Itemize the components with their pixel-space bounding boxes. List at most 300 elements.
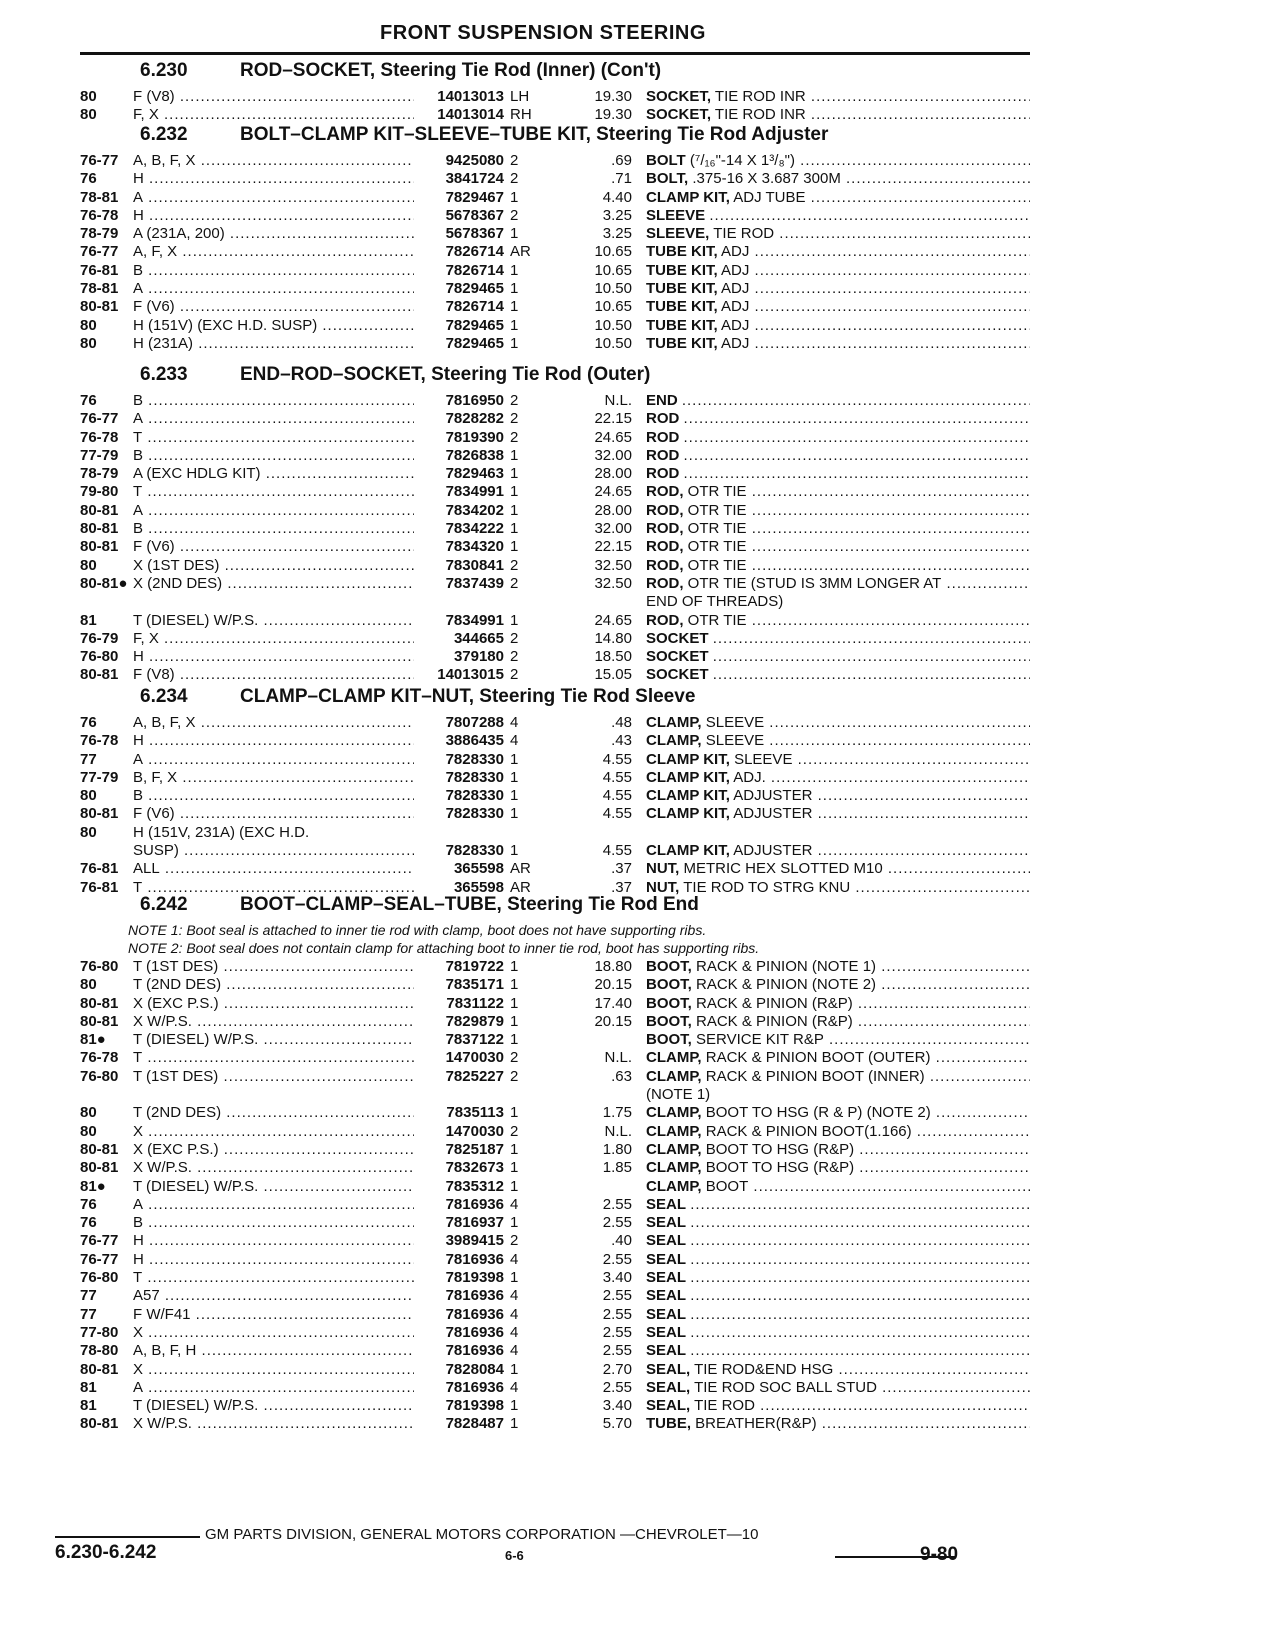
price: 24.65 bbox=[594, 483, 632, 501]
parts-row bbox=[80, 630, 1030, 648]
section-title bbox=[80, 122, 1030, 152]
application: F, X ..... bbox=[133, 630, 471, 648]
part-number: 7834991 bbox=[414, 612, 504, 630]
description bbox=[646, 575, 1030, 593]
quantity: 1 bbox=[510, 446, 519, 464]
price: .71 bbox=[611, 170, 632, 188]
description-noun: CLAMP, bbox=[646, 1122, 702, 1140]
application: X W/P.S. ..... bbox=[133, 1159, 471, 1177]
price: .43 bbox=[611, 732, 632, 750]
parts-row bbox=[80, 1232, 1030, 1250]
price: 10.65 bbox=[594, 261, 632, 279]
application: SUSP) ..... bbox=[133, 842, 471, 860]
description bbox=[646, 958, 1030, 976]
price: 32.50 bbox=[594, 574, 632, 592]
description-noun: CLAMP KIT, bbox=[646, 805, 730, 823]
quantity: 1 bbox=[510, 188, 519, 206]
application: H ..... bbox=[133, 1232, 471, 1250]
description bbox=[646, 189, 1030, 207]
price: 18.80 bbox=[594, 958, 632, 975]
application: T ..... bbox=[133, 1269, 471, 1287]
quantity: 2 bbox=[510, 1067, 519, 1085]
year-range: 76-78 bbox=[80, 1049, 119, 1067]
description-noun: CLAMP KIT, bbox=[646, 750, 730, 768]
price: 24.65 bbox=[594, 611, 632, 629]
price: .40 bbox=[611, 1232, 632, 1250]
description-noun: SEAL bbox=[646, 1323, 687, 1341]
quantity: 1 bbox=[510, 842, 519, 860]
part-number: 7828330 bbox=[414, 842, 504, 860]
parts-row bbox=[80, 1379, 1030, 1397]
description-detail: RACK & PINION BOOT(1.166) bbox=[705, 1122, 912, 1140]
parts-row bbox=[80, 298, 1030, 316]
price: 2.70 bbox=[602, 1360, 632, 1378]
part-number: 7816936 bbox=[414, 1324, 504, 1342]
application: H ..... bbox=[133, 648, 471, 666]
parts-row bbox=[80, 447, 1030, 465]
footer-section-range: 6.230-6.242 bbox=[55, 1542, 157, 1563]
year-range: 80 bbox=[80, 334, 97, 352]
quantity: 1 bbox=[510, 483, 519, 501]
parts-row bbox=[80, 732, 1030, 750]
quantity: 2 bbox=[510, 648, 519, 666]
year-range: 76-77 bbox=[80, 410, 119, 428]
price: 28.00 bbox=[594, 465, 632, 483]
year-range: 76-80 bbox=[80, 958, 119, 975]
description bbox=[646, 1342, 1030, 1360]
parts-row bbox=[80, 1159, 1030, 1177]
quantity: 1 bbox=[510, 994, 519, 1012]
description bbox=[646, 976, 1030, 994]
price: 28.00 bbox=[594, 501, 632, 519]
part-number: 7819390 bbox=[414, 429, 504, 447]
description-detail: ADJUSTER bbox=[733, 842, 813, 860]
description bbox=[646, 1086, 1030, 1104]
part-number: 7816936 bbox=[414, 1379, 504, 1397]
application: B ..... bbox=[133, 787, 471, 805]
part-number: 7829465 bbox=[414, 317, 504, 335]
description-detail: ADJ bbox=[721, 280, 750, 298]
parts-row bbox=[80, 593, 1030, 611]
parts-row bbox=[80, 465, 1030, 483]
part-number: 7828330 bbox=[414, 787, 504, 805]
catalog-section bbox=[80, 892, 1030, 1434]
price: 10.50 bbox=[594, 316, 632, 334]
part-number: 7835113 bbox=[414, 1104, 504, 1122]
year-range: 80 bbox=[80, 1104, 97, 1122]
parts-row bbox=[80, 575, 1030, 593]
section-note: NOTE 2: Boot seal does not contain clamp for attaching boot to inner tie rod, boot has supporting ribs. bbox=[128, 940, 760, 956]
year-range: 80-81 bbox=[80, 538, 119, 556]
description-detail: ADJ bbox=[721, 316, 750, 334]
part-number: 7829465 bbox=[414, 335, 504, 353]
quantity: 1 bbox=[510, 334, 519, 352]
description-detail: (NOTE 1) bbox=[646, 1086, 711, 1104]
parts-row bbox=[80, 1342, 1030, 1360]
price: 10.65 bbox=[594, 243, 632, 261]
application: A (EXC HDLG KIT) ..... bbox=[133, 465, 471, 483]
section-name: BOOT–CLAMP–SEAL–TUBE, Steering Tie Rod End bbox=[240, 894, 699, 915]
description bbox=[646, 1104, 1030, 1122]
part-number: 7807288 bbox=[414, 714, 504, 732]
price: .37 bbox=[611, 860, 632, 878]
year-range: 80 bbox=[80, 106, 97, 124]
parts-row bbox=[80, 429, 1030, 447]
quantity: 4 bbox=[510, 1378, 519, 1396]
quantity: 2 bbox=[510, 428, 519, 446]
application: A, B, F, X ..... bbox=[133, 152, 471, 170]
quantity: 1 bbox=[510, 1397, 519, 1415]
part-number: 7819398 bbox=[414, 1269, 504, 1287]
application: T (2ND DES) ..... bbox=[133, 976, 471, 994]
quantity: 1 bbox=[510, 1360, 519, 1378]
quantity: AR bbox=[510, 878, 531, 896]
description-noun: TUBE KIT, bbox=[646, 316, 718, 334]
part-number: 365598 bbox=[414, 879, 504, 897]
description bbox=[646, 520, 1030, 538]
year-range: 80 bbox=[80, 1122, 97, 1140]
part-number: 7831122 bbox=[414, 995, 504, 1013]
section-title bbox=[80, 684, 1030, 714]
description-noun: SLEEVE bbox=[646, 206, 706, 224]
quantity: 1 bbox=[510, 465, 519, 483]
description bbox=[646, 410, 1030, 428]
quantity: AR bbox=[510, 860, 531, 878]
quantity: 1 bbox=[510, 538, 519, 556]
description bbox=[646, 1361, 1030, 1379]
description-noun: SOCKET bbox=[646, 648, 709, 666]
description-noun: NUT, bbox=[646, 860, 680, 878]
application: A ..... bbox=[133, 189, 471, 207]
application: A (231A, 200) ..... bbox=[133, 225, 471, 243]
parts-row bbox=[80, 860, 1030, 878]
description-noun: SEAL bbox=[646, 1250, 687, 1268]
price: 2.55 bbox=[602, 1305, 632, 1323]
catalog-section bbox=[80, 684, 1030, 897]
year-range: 76 bbox=[80, 392, 97, 409]
description-noun: SEAL, bbox=[646, 1360, 691, 1378]
description bbox=[646, 630, 1030, 648]
application: T ..... bbox=[133, 483, 471, 501]
part-number: 7825227 bbox=[414, 1068, 504, 1086]
part-number: 7825187 bbox=[414, 1141, 504, 1159]
application: X (EXC P.S.) ..... bbox=[133, 995, 471, 1013]
part-number: 14013013 bbox=[414, 88, 504, 106]
description-noun: SEAL bbox=[646, 1214, 687, 1232]
quantity: 1 bbox=[510, 261, 519, 279]
price: 2.55 bbox=[602, 1287, 632, 1305]
parts-row bbox=[80, 557, 1030, 575]
description-noun: SOCKET, bbox=[646, 88, 712, 105]
quantity: 2 bbox=[510, 556, 519, 574]
part-number: 7837439 bbox=[414, 575, 504, 593]
description-noun: ROD, bbox=[646, 574, 684, 592]
year-range: 80 bbox=[80, 787, 97, 805]
description bbox=[646, 502, 1030, 520]
part-number: 344665 bbox=[414, 630, 504, 648]
year-range: 81 bbox=[80, 1378, 97, 1396]
catalog-section bbox=[80, 362, 1030, 685]
year-range: 76 bbox=[80, 1195, 97, 1213]
part-number: 7819398 bbox=[414, 1397, 504, 1415]
description-detail: OTR TIE bbox=[687, 501, 747, 519]
application: X W/P.S. ..... bbox=[133, 1415, 471, 1433]
section-title bbox=[80, 892, 1030, 922]
part-number: 7835171 bbox=[414, 976, 504, 994]
part-number: 7816936 bbox=[414, 1287, 504, 1305]
application: F, X ..... bbox=[133, 106, 471, 124]
application: X (EXC P.S.) ..... bbox=[133, 1141, 471, 1159]
year-range: 76-78 bbox=[80, 732, 119, 750]
description-noun: SEAL bbox=[646, 1195, 687, 1213]
application: T ..... bbox=[133, 429, 471, 447]
description bbox=[646, 1232, 1030, 1250]
application: A, B, F, X ..... bbox=[133, 714, 471, 732]
description-noun: CLAMP KIT, bbox=[646, 787, 730, 805]
price: 3.25 bbox=[602, 225, 632, 243]
description bbox=[646, 298, 1030, 316]
part-number: 7828330 bbox=[414, 751, 504, 769]
year-range: 80-81 bbox=[80, 298, 119, 316]
parts-row bbox=[80, 538, 1030, 556]
quantity: 4 bbox=[510, 1250, 519, 1268]
year-range: 80-81 bbox=[80, 994, 119, 1012]
year-range: 76 bbox=[80, 1214, 97, 1232]
description-detail: .375-16 X 3.687 300M bbox=[692, 170, 841, 188]
application: F (V6) ..... bbox=[133, 538, 471, 556]
part-number: 7826714 bbox=[414, 243, 504, 261]
year-range: 76 bbox=[80, 170, 97, 188]
footer-rule-left bbox=[55, 1536, 200, 1538]
parts-row bbox=[80, 958, 1030, 976]
quantity: 4 bbox=[510, 1342, 519, 1360]
quantity: 2 bbox=[510, 1122, 519, 1140]
description-noun: TUBE, bbox=[646, 1415, 691, 1433]
year-range: 77-79 bbox=[80, 446, 119, 464]
description-noun: SLEEVE, bbox=[646, 225, 710, 243]
part-number: 7819722 bbox=[414, 958, 504, 976]
description-noun: NUT, bbox=[646, 878, 680, 896]
application: A ..... bbox=[133, 410, 471, 428]
application: F (V6) ..... bbox=[133, 805, 471, 823]
price: N.L. bbox=[604, 1122, 632, 1140]
year-range: 80-81● bbox=[80, 574, 128, 592]
description-detail: METRIC HEX SLOTTED M10 bbox=[683, 860, 883, 878]
part-number: 14013015 bbox=[414, 666, 504, 684]
year-range: 79-80 bbox=[80, 483, 119, 501]
year-range: 80-81 bbox=[80, 501, 119, 519]
description bbox=[646, 538, 1030, 556]
description-detail: OTR TIE bbox=[687, 611, 747, 629]
price: 32.50 bbox=[594, 556, 632, 574]
quantity: 2 bbox=[510, 410, 519, 428]
application: T (2ND DES) ..... bbox=[133, 1104, 471, 1122]
quantity: 2 bbox=[510, 629, 519, 647]
year-range: 80-81 bbox=[80, 1012, 119, 1030]
description-detail: OTR TIE bbox=[687, 556, 747, 574]
quantity: 1 bbox=[510, 1269, 519, 1287]
part-number: 1470030 bbox=[414, 1123, 504, 1141]
part-number: 7829467 bbox=[414, 189, 504, 207]
parts-row bbox=[80, 1031, 1030, 1049]
quantity: 1 bbox=[510, 316, 519, 334]
application: A ..... bbox=[133, 280, 471, 298]
description-detail: SERVICE KIT R&P bbox=[696, 1031, 824, 1049]
parts-row bbox=[80, 152, 1030, 170]
price: 2.55 bbox=[602, 1378, 632, 1396]
price: 1.80 bbox=[602, 1140, 632, 1158]
description bbox=[646, 483, 1030, 501]
price: 17.40 bbox=[594, 994, 632, 1012]
section-name: ROD–SOCKET, Steering Tie Rod (Inner) (Con't) bbox=[240, 60, 662, 81]
description bbox=[646, 447, 1030, 465]
parts-row bbox=[80, 520, 1030, 538]
quantity: 1 bbox=[510, 225, 519, 243]
price: 19.30 bbox=[594, 88, 632, 105]
application: A ..... bbox=[133, 751, 471, 769]
year-range: 81● bbox=[80, 1031, 106, 1049]
parts-row bbox=[80, 612, 1030, 630]
description bbox=[646, 1178, 1030, 1196]
year-range: 76-79 bbox=[80, 629, 119, 647]
description-noun: SOCKET, bbox=[646, 106, 712, 124]
part-number: 7826838 bbox=[414, 447, 504, 465]
quantity: 2 bbox=[510, 666, 519, 684]
description-detail: ADJUSTER bbox=[733, 787, 813, 805]
parts-row bbox=[80, 1049, 1030, 1067]
year-range: 81 bbox=[80, 611, 97, 629]
parts-row bbox=[80, 751, 1030, 769]
description-detail: SLEEVE bbox=[705, 714, 765, 731]
description bbox=[646, 170, 1030, 188]
price: 32.00 bbox=[594, 520, 632, 538]
quantity: 4 bbox=[510, 1323, 519, 1341]
application: H (231A) ..... bbox=[133, 335, 471, 353]
quantity: 4 bbox=[510, 732, 519, 750]
description-noun: ROD, bbox=[646, 538, 684, 556]
parts-row bbox=[80, 787, 1030, 805]
application: A ..... bbox=[133, 502, 471, 520]
description bbox=[646, 1031, 1030, 1049]
description-noun: BOOT, bbox=[646, 976, 692, 994]
parts-row bbox=[80, 1415, 1030, 1433]
quantity: 2 bbox=[510, 1232, 519, 1250]
part-number: 7816937 bbox=[414, 1214, 504, 1232]
description-noun: CLAMP, bbox=[646, 1140, 702, 1158]
section-number: 6.232 bbox=[140, 124, 188, 145]
application: F (V6) ..... bbox=[133, 298, 471, 316]
section-number: 6.230 bbox=[140, 60, 188, 81]
description-detail: BOOT bbox=[705, 1177, 749, 1195]
part-number: 9425080 bbox=[414, 152, 504, 170]
part-number: 7816936 bbox=[414, 1342, 504, 1360]
description bbox=[646, 207, 1030, 225]
description-noun: SOCKET bbox=[646, 629, 709, 647]
part-number: 7828330 bbox=[414, 769, 504, 787]
parts-row bbox=[80, 769, 1030, 787]
application: A ..... bbox=[133, 1379, 471, 1397]
application: H ..... bbox=[133, 170, 471, 188]
part-number: 7816936 bbox=[414, 1196, 504, 1214]
section-note: NOTE 1: Boot seal is attached to inner tie rod with clamp, boot does not have supporting ribs. bbox=[128, 922, 707, 938]
parts-row bbox=[80, 1104, 1030, 1122]
description-detail: OTR TIE bbox=[687, 483, 747, 501]
part-number: 7828084 bbox=[414, 1361, 504, 1379]
description bbox=[646, 465, 1030, 483]
application: X (2ND DES) ..... bbox=[133, 575, 471, 593]
application: X ..... bbox=[133, 1361, 471, 1379]
year-range: 76 bbox=[80, 714, 97, 731]
description bbox=[646, 1397, 1030, 1415]
quantity: 1 bbox=[510, 1140, 519, 1158]
year-range: 78-80 bbox=[80, 1342, 119, 1360]
year-range: 77-80 bbox=[80, 1323, 119, 1341]
description-noun: CLAMP, bbox=[646, 1104, 702, 1122]
quantity: 2 bbox=[510, 206, 519, 224]
description bbox=[646, 317, 1030, 335]
price: 4.40 bbox=[602, 188, 632, 206]
description-detail: BOOT TO HSG (R&P) bbox=[705, 1140, 855, 1158]
description bbox=[646, 243, 1030, 261]
year-range: 76-78 bbox=[80, 206, 119, 224]
description-noun: CLAMP, bbox=[646, 1177, 702, 1195]
description-detail: (⁷/₁₆"-14 X 1³/₈") bbox=[689, 152, 795, 169]
description-detail: ADJ bbox=[721, 243, 750, 261]
quantity: 1 bbox=[510, 787, 519, 805]
parts-row bbox=[80, 1361, 1030, 1379]
quantity: 1 bbox=[510, 611, 519, 629]
year-range: 77 bbox=[80, 750, 97, 768]
parts-row bbox=[80, 1214, 1030, 1232]
description bbox=[646, 1306, 1030, 1324]
application: A ..... bbox=[133, 1196, 471, 1214]
year-range: 78-81 bbox=[80, 188, 119, 206]
description-noun: CLAMP, bbox=[646, 1049, 702, 1067]
description-detail: ADJUSTER bbox=[733, 805, 813, 823]
parts-row bbox=[80, 262, 1030, 280]
year-range: 78-81 bbox=[80, 280, 119, 298]
description-detail: SLEEVE bbox=[705, 732, 765, 750]
description bbox=[646, 1159, 1030, 1177]
description bbox=[646, 612, 1030, 630]
description-noun: CLAMP, bbox=[646, 1159, 702, 1177]
price: .63 bbox=[611, 1067, 632, 1085]
price: 19.30 bbox=[594, 106, 632, 124]
part-number: 365598 bbox=[414, 860, 504, 878]
quantity: 1 bbox=[510, 298, 519, 316]
price: 4.55 bbox=[602, 787, 632, 805]
page-header bbox=[80, 22, 1030, 60]
part-number: 7837122 bbox=[414, 1031, 504, 1049]
part-number: 3841724 bbox=[414, 170, 504, 188]
description-detail: RACK & PINION BOOT (INNER) bbox=[705, 1067, 925, 1085]
parts-row bbox=[80, 317, 1030, 335]
description-noun: TUBE KIT, bbox=[646, 280, 718, 298]
part-number: 7828330 bbox=[414, 805, 504, 823]
year-range: 80 bbox=[80, 316, 97, 334]
part-number: 7829879 bbox=[414, 1013, 504, 1031]
footer-page-number: 6-6 bbox=[505, 1548, 524, 1563]
quantity: RH bbox=[510, 106, 532, 124]
description-noun: SEAL bbox=[646, 1232, 687, 1250]
year-range: 76-80 bbox=[80, 1269, 119, 1287]
application: A57 ..... bbox=[133, 1287, 471, 1305]
year-range: 80-81 bbox=[80, 805, 119, 823]
description-noun: SEAL bbox=[646, 1342, 687, 1360]
price: 4.55 bbox=[602, 768, 632, 786]
parts-row bbox=[80, 1269, 1030, 1287]
parts-row bbox=[80, 648, 1030, 666]
